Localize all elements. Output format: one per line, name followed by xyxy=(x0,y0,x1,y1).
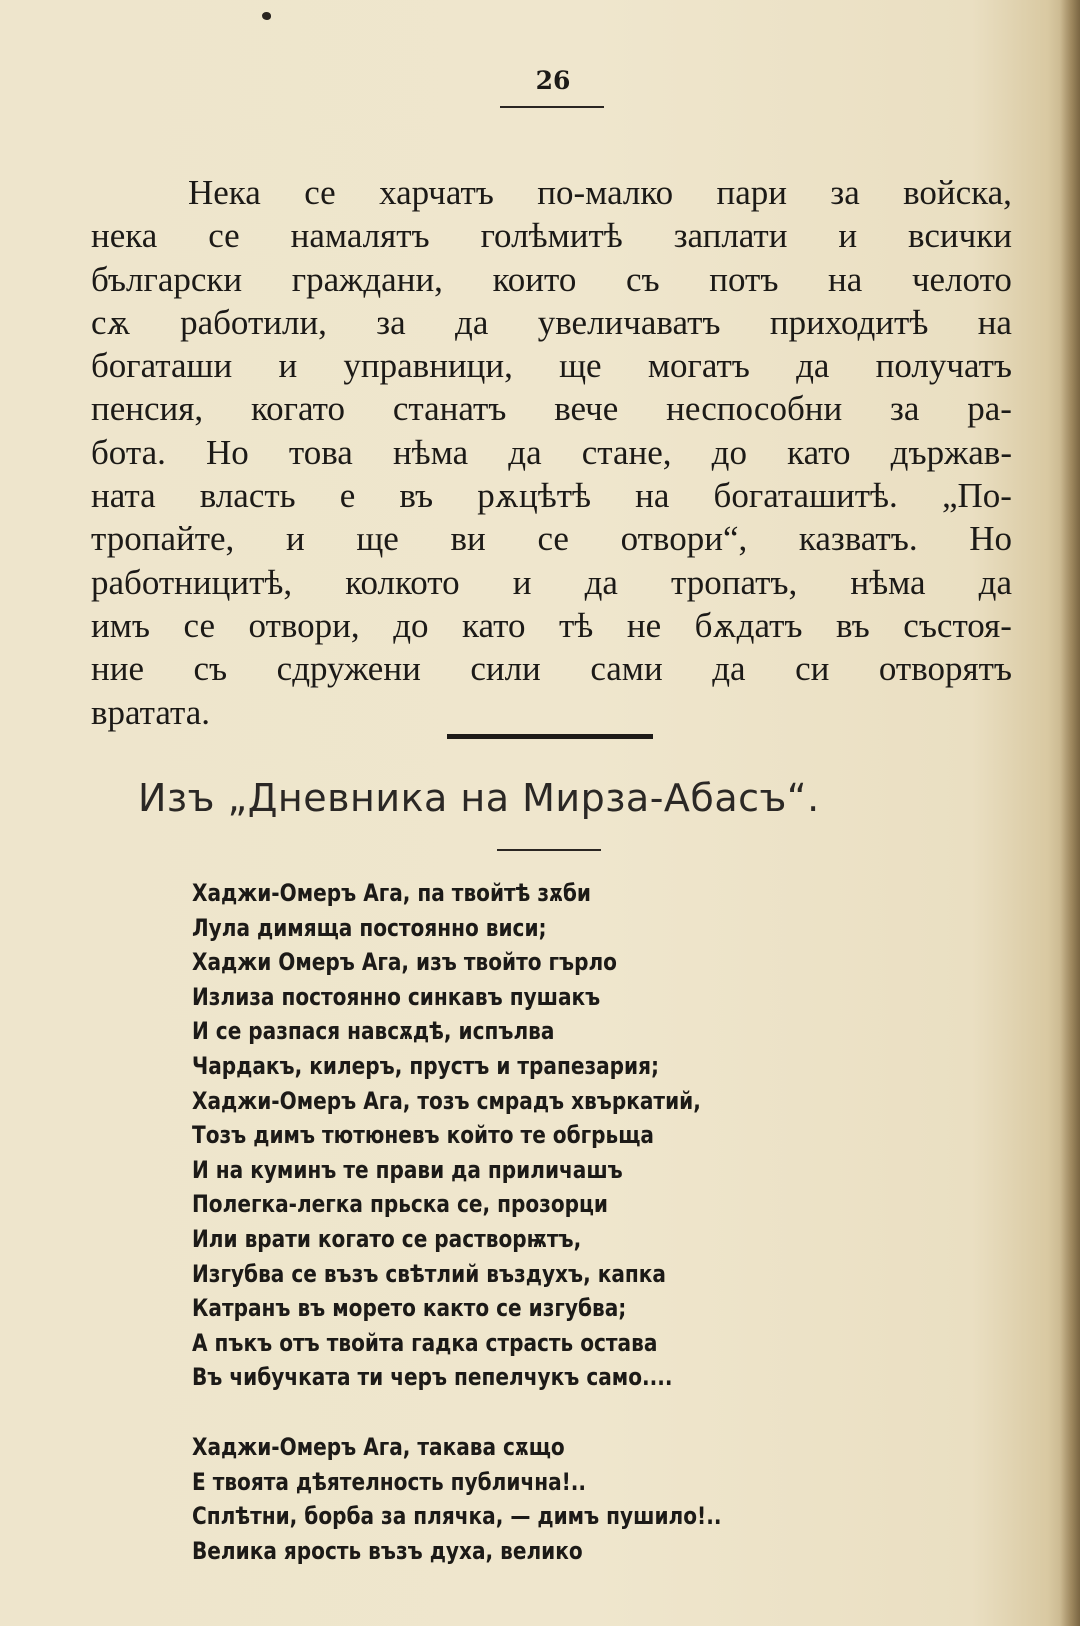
prose-word: Но xyxy=(969,519,1012,559)
poem-line: Сплѣтни, борба за плячка, — димъ пушило!.. xyxy=(192,1502,722,1531)
prose-word: вече xyxy=(554,389,619,429)
prose-word: като xyxy=(787,432,851,472)
prose-word: и xyxy=(838,216,858,256)
prose-word: и xyxy=(512,562,532,602)
prose-word: увеличаватъ xyxy=(537,302,721,342)
prose-word: войска, xyxy=(903,173,1012,212)
prose-word: ще xyxy=(559,346,602,386)
prose-word: отвори“, xyxy=(620,519,748,559)
poem-line: Или врати когато се растворѭтъ, xyxy=(192,1224,582,1253)
prose-word: нѣма xyxy=(850,562,926,602)
prose-word: да xyxy=(455,302,489,342)
prose-word: нека xyxy=(91,216,158,256)
prose-word: станатъ xyxy=(392,389,507,429)
prose-line xyxy=(91,474,1012,517)
prose-line xyxy=(91,387,1012,430)
poem-stanza-2 xyxy=(192,1430,761,1568)
poem-line: А пъкъ отъ твойта гадка страсть остава xyxy=(192,1328,658,1357)
prose-word: сдружени xyxy=(276,649,421,689)
prose-line xyxy=(91,301,1012,344)
prose-word: пари xyxy=(716,173,787,212)
poem-line: Хаджи-Омеръ Ага, тозъ смрадъ хвъркатий, xyxy=(192,1086,701,1115)
prose-word: се xyxy=(208,216,240,256)
prose-word: тропайте, xyxy=(91,519,235,559)
prose-word: пенсия, xyxy=(91,389,204,429)
poem-line: Хаджи-Омеръ Ага, такава сѫщо xyxy=(192,1433,565,1461)
prose-word: отвори, xyxy=(248,605,360,645)
prose-word: да xyxy=(712,649,746,689)
poem-line: Въ чибучката ти черъ пепелчукъ само.... xyxy=(192,1363,673,1392)
prose-word: не xyxy=(626,605,662,645)
prose-word: тѣ xyxy=(559,605,594,645)
prose-word: на xyxy=(977,302,1012,342)
prose-line xyxy=(91,604,1012,647)
prose-word: въ xyxy=(399,476,434,516)
prose-word: и xyxy=(278,346,298,386)
prose-word: граждани, xyxy=(291,259,443,299)
prose-word: „По- xyxy=(941,476,1012,516)
prose-line xyxy=(91,691,1012,734)
section-divider xyxy=(447,734,653,739)
poem-stanza-1 xyxy=(192,876,739,1395)
prose-word: бѫдатъ xyxy=(694,605,803,645)
prose-word: и xyxy=(285,519,305,559)
prose-word: имъ xyxy=(91,605,150,645)
prose-word: всички xyxy=(908,216,1012,256)
prose-word: могатъ xyxy=(647,346,750,386)
prose-word: състоя- xyxy=(903,605,1012,645)
prose-word: до xyxy=(711,432,747,472)
prose-line xyxy=(91,517,1012,560)
prose-word: голѣмитѣ xyxy=(480,216,623,256)
prose-word: се xyxy=(183,605,216,645)
page-edge-shadow xyxy=(1060,0,1080,1626)
prose-word: неспособни xyxy=(666,389,843,429)
prose-word: работили, xyxy=(180,302,327,342)
prose-line xyxy=(91,647,1012,690)
title-rule xyxy=(497,849,601,851)
poem-line: И се разпася навсѫдѣ, испълва xyxy=(192,1017,555,1046)
prose-word: държав- xyxy=(890,432,1012,472)
page-number-rule xyxy=(500,106,604,108)
poem-line: Тозъ димъ тютюневъ който те обгрьща xyxy=(192,1121,654,1150)
poem-line: И на куминъ те прави да приличашъ xyxy=(192,1155,623,1184)
prose-word: сѫ xyxy=(91,302,131,342)
poem-line: Полегка-легка прьска се, прозорци xyxy=(192,1190,608,1219)
poem-line: Изгубва се възъ свѣтлий въздухъ, капка xyxy=(192,1259,666,1288)
prose-word: за xyxy=(830,173,860,212)
prose-word: да xyxy=(508,432,542,472)
prose-line xyxy=(91,431,1012,474)
prose-line xyxy=(91,258,1012,301)
prose-word: ние xyxy=(91,649,144,689)
prose-word: челото xyxy=(911,259,1012,299)
prose-word: български xyxy=(91,259,243,299)
prose-word: вратата. xyxy=(91,692,211,732)
prose-word: съ xyxy=(193,649,228,689)
poem-line: Хаджи-Омеръ Ага, па твойтѣ зѫби xyxy=(192,879,591,907)
prose-word: ната xyxy=(91,476,156,516)
prose-word: потъ xyxy=(709,259,779,299)
prose-word: се xyxy=(304,173,336,212)
prose-word: приходитѣ xyxy=(769,302,929,342)
prose-word: това xyxy=(288,432,353,472)
poem-line: Катранъ въ морето както се изгубва; xyxy=(192,1294,627,1323)
prose-word: нѣма xyxy=(392,432,469,472)
prose-word: стане, xyxy=(581,432,672,472)
prose-word: намалятъ xyxy=(290,216,430,256)
prose-word: по-малко xyxy=(537,173,674,212)
prose-word: харчатъ xyxy=(379,173,494,212)
prose-word: получатъ xyxy=(875,346,1012,386)
prose-word: Нека xyxy=(188,173,261,212)
prose-word: за xyxy=(890,389,920,429)
prose-paragraph xyxy=(91,171,1012,734)
page-number: 26 xyxy=(535,66,571,95)
prose-word: да xyxy=(796,346,830,386)
ink-speck xyxy=(262,12,271,20)
poem-line: Излиза постоянно синкавъ пушакъ xyxy=(192,982,601,1011)
prose-word: се xyxy=(537,519,569,559)
prose-line xyxy=(91,171,1012,214)
prose-word: богаташи xyxy=(91,346,233,386)
prose-word: отворятъ xyxy=(878,649,1012,689)
prose-word: ще xyxy=(356,519,399,559)
prose-line xyxy=(91,561,1012,604)
prose-word: ви xyxy=(450,519,486,559)
prose-word: власть xyxy=(199,476,296,516)
prose-word: да xyxy=(978,562,1012,602)
prose-word: колкото xyxy=(345,562,460,602)
prose-word: до xyxy=(393,605,429,645)
section-title: Изъ „Дневника на Мирза-Абасъ“. xyxy=(138,776,820,820)
prose-line xyxy=(91,214,1012,257)
prose-word: въ xyxy=(836,605,870,645)
prose-word: да xyxy=(584,562,618,602)
prose-line xyxy=(91,344,1012,387)
prose-word: богаташитѣ. xyxy=(713,476,898,516)
prose-word: на xyxy=(828,259,863,299)
poem-line: Хаджи Омеръ Ага, изъ твойто гърло xyxy=(192,948,617,977)
prose-word: тропатъ, xyxy=(671,562,798,602)
prose-word: сами xyxy=(590,649,663,689)
prose-word: като xyxy=(462,605,526,645)
prose-word: си xyxy=(795,649,830,689)
prose-word: ра- xyxy=(967,389,1012,429)
poem-line: Лула димяща постоянно виси; xyxy=(192,913,547,942)
poem-line: Велика ярость възъ духа, велико xyxy=(192,1536,583,1565)
prose-word: когато xyxy=(250,389,345,429)
prose-word: сили xyxy=(470,649,541,689)
poem-line: Чардакъ, килеръ, прустъ и трапезария; xyxy=(192,1051,660,1080)
prose-word: заплати xyxy=(673,216,788,256)
prose-word: рѫцѣтѣ xyxy=(477,476,592,516)
poem-line: Е твоята дѣятелность публична!.. xyxy=(192,1467,587,1496)
prose-word: работницитѣ, xyxy=(91,562,293,602)
prose-word: казватъ. xyxy=(798,519,918,559)
prose-word: Но xyxy=(205,432,249,472)
prose-word: бота. xyxy=(91,432,166,472)
prose-word: за xyxy=(376,302,406,342)
prose-word: които xyxy=(492,259,577,299)
prose-word: е xyxy=(339,476,356,516)
prose-word: на xyxy=(635,476,670,516)
prose-word: съ xyxy=(625,259,660,299)
prose-word: управници, xyxy=(343,346,513,386)
